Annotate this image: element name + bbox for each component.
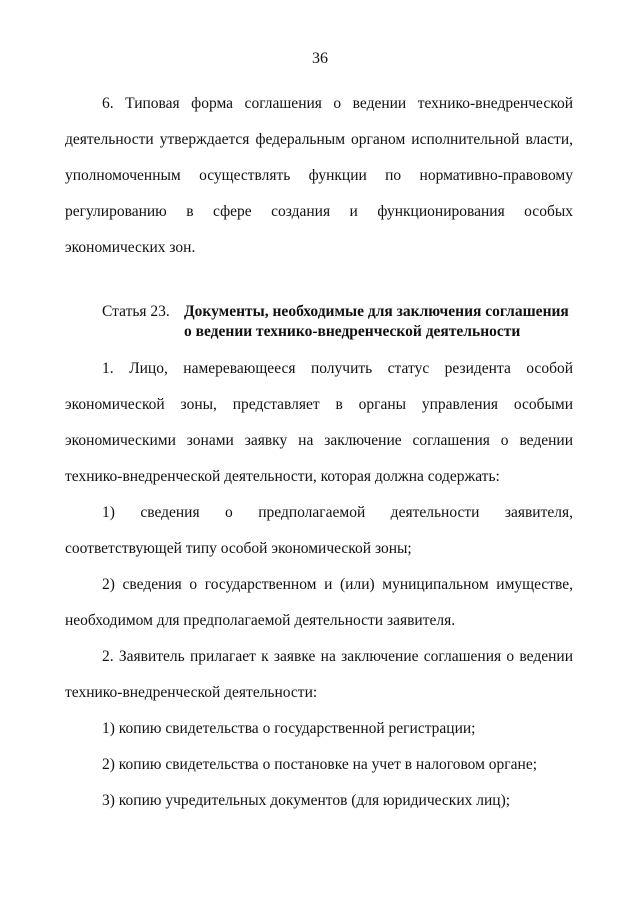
article-heading (65, 302, 573, 342)
article-title: Документы, необходимые для заключения соглашения о ведении технико-внедренческой деятельности (184, 303, 569, 340)
list-item-1-1: 1) сведения о предполагаемой деятельности заявителя, соответствующей типу особой экономической зоны; (65, 504, 573, 557)
document-body (65, 86, 573, 819)
paragraph-6: 6. Типовая форма соглашения о ведении технико-внедренческой деятельности утверждается федеральным органом исполнительной власти, уполномоченным осуществлять функции по нормативно-правовому регулированию в сфере создания и функционирования особых экономических зон. (65, 95, 573, 256)
paragraph-1: 1. Лицо, намеревающееся получить статус резидента особой экономической зоны, представляет в органы управления особыми экономическими зонами заявку на заключение соглашения о ведении технико-внедренческой деятельности, которая должна содержать: (65, 360, 573, 485)
list-item-2-3: 3) копию учредительных документов (для юридических лиц); (102, 792, 511, 809)
list-item-2-2: 2) копию свидетельства о постановке на учет в налоговом органе; (102, 756, 538, 773)
article-number: Статья 23. (102, 303, 170, 320)
page-number: 36 (312, 50, 328, 67)
paragraph-2: 2. Заявитель прилагает к заявке на заключение соглашения о ведении технико-внедренческой деятельности: (65, 648, 573, 701)
list-item-2-1: 1) копию свидетельства о государственной регистрации; (102, 720, 476, 737)
list-item-1-2: 2) сведения о государственном и (или) муниципальном имуществе, необходимом для предполагаемой деятельности заявителя. (65, 576, 573, 629)
